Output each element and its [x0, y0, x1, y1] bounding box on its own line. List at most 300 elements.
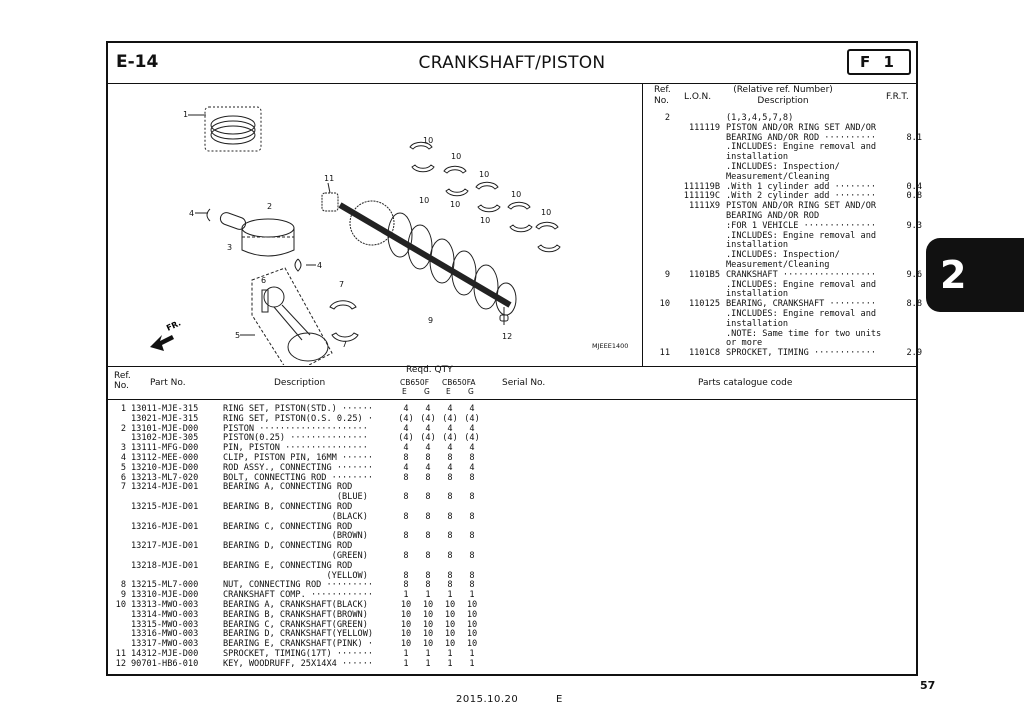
exploded-diagram: [110, 85, 640, 365]
timing-sprocket: [322, 183, 338, 211]
parts-cell-pn: 13215-ML7-000: [131, 580, 199, 591]
ref-cell-lon: 110125: [688, 299, 720, 310]
parts-table-body: [112, 405, 483, 670]
callout: 1: [183, 110, 189, 119]
ref-cell-frt: [894, 163, 922, 173]
parts-cell-qty: (4): [398, 433, 414, 444]
ref-cell-desc: Measurement/Cleaning: [726, 171, 830, 182]
ref-head-ref: Ref. No.: [654, 85, 671, 106]
ref-cell-desc: .With 1 cylinder add ········: [726, 181, 877, 192]
parts-cell-qty: 8: [469, 531, 475, 542]
parts-cell-qty: 10: [466, 619, 478, 630]
parts-cell-ref: 3: [120, 443, 126, 454]
ref-cell-lon: [670, 232, 726, 242]
ref-cell-desc: BEARING, CRANKSHAFT ·········: [726, 299, 877, 310]
parts-cell-ref: [112, 562, 126, 572]
ref-cell-lon: [670, 251, 726, 261]
parts-cell-qty: 1: [469, 658, 475, 669]
ref-cell-ref: [648, 212, 670, 222]
ref-cell-frt: [894, 310, 922, 320]
footer-edition: E: [556, 694, 563, 705]
ref-cell-ref: 10: [659, 299, 670, 310]
ref-cell-frt: [894, 114, 922, 124]
parts-cell-pn: 13216-MJE-D01: [131, 521, 199, 532]
ref-cell-ref: [648, 134, 670, 144]
diagram-image-code: MJEEE1400: [592, 342, 629, 350]
parts-cell-qty: 10: [422, 619, 434, 630]
parts-cell-qty: 4: [403, 443, 409, 454]
parts-cell-ref: 12: [115, 658, 126, 669]
callout: 10: [511, 190, 522, 199]
page-frame: [106, 41, 922, 676]
parts-head-catalogue: Parts catalogue code: [698, 378, 793, 388]
parts-cell-qty: 8: [425, 580, 431, 591]
ref-cell-desc: installation: [726, 318, 789, 329]
parts-cell-ref: [112, 493, 126, 503]
ref-cell-desc: (1,3,4,5,7,8): [726, 113, 794, 123]
parts-cell-qty: 1: [403, 590, 409, 601]
parts-cell-desc: (YELLOW): [223, 570, 368, 581]
ref-cell-lon: 1101B5: [688, 269, 720, 280]
ref-cell-lon: [670, 163, 726, 173]
parts-cell-ref: [112, 621, 126, 631]
parts-cell-pn: 13101-MJE-D00: [131, 423, 199, 434]
parts-cell-qty: 8: [469, 550, 475, 561]
parts-cell-ref: [112, 532, 126, 542]
ref-cell-frt: [894, 251, 922, 261]
parts-cell-qty: 10: [444, 639, 456, 650]
ref-cell-frt: [894, 281, 922, 291]
ref-cell-lon: [670, 281, 726, 291]
parts-cell-qty: 4: [403, 404, 409, 414]
parts-cell-desc: BOLT, CONNECTING ROD ········: [223, 472, 374, 483]
parts-cell-qty: 8: [469, 492, 475, 503]
parts-head-partno: Part No.: [150, 378, 186, 388]
parts-cell-pn: 13315-MWO-003: [131, 619, 199, 630]
ref-cell-desc: .INCLUDES: Engine removal and: [726, 142, 877, 153]
ref-cell-desc: .INCLUDES: Inspection/: [726, 250, 840, 261]
ref-cell-desc: .With 2 cylinder add ········: [726, 191, 877, 202]
parts-cell-pn: 13316-MWO-003: [131, 629, 199, 640]
parts-cell-qty: 4: [425, 462, 431, 473]
ref-cell-frt: 8.8: [906, 299, 922, 310]
header-divider: [108, 83, 916, 84]
parts-head-model1: CB650F: [400, 378, 430, 387]
parts-cell-ref: [112, 611, 126, 621]
crankshaft-bearings: [410, 142, 560, 252]
parts-cell-qty: 10: [422, 629, 434, 640]
parts-cell-qty: 1: [469, 648, 475, 659]
ref-cell-lon: [670, 241, 726, 251]
parts-cell-qty: 10: [400, 599, 412, 610]
ref-cell-ref: [648, 310, 670, 320]
ref-cell-ref: [648, 183, 670, 193]
ref-cell-desc: installation: [726, 289, 789, 300]
ref-cell-desc: installation: [726, 152, 789, 163]
parts-cell-qty: 10: [466, 629, 478, 640]
piston-ring-set: [188, 107, 261, 151]
parts-cell-desc: KEY, WOODRUFF, 25X14X4 ······: [223, 658, 374, 669]
parts-cell-qty: 8: [425, 452, 431, 463]
parts-cell-ref: [112, 523, 126, 533]
section-tab: 2: [926, 238, 1024, 312]
parts-cell-desc: CRANKSHAFT COMP. ············: [223, 590, 374, 601]
parts-cell-desc: (GREEN): [223, 550, 368, 561]
parts-cell-qty: 8: [469, 472, 475, 483]
parts-head-g2: G: [468, 387, 474, 396]
parts-cell-desc: CLIP, PISTON PIN, 16MM ······: [223, 452, 374, 463]
parts-cell-qty: 10: [400, 609, 412, 620]
parts-cell-qty: 4: [469, 462, 475, 473]
page-number: 57: [920, 679, 936, 692]
parts-head-serial: Serial No.: [502, 378, 546, 388]
ref-cell-ref: [648, 153, 670, 163]
parts-cell-qty: (4): [398, 413, 414, 424]
parts-cell-pn: 13214-MJE-D01: [131, 482, 199, 493]
parts-cell-qty: 8: [469, 580, 475, 591]
parts-cell-qty: 8: [447, 511, 453, 522]
ref-row: [648, 330, 922, 340]
ref-cell-lon: [670, 310, 726, 320]
parts-cell-qty: 8: [447, 570, 453, 581]
callout: 11: [324, 174, 335, 183]
parts-cell-qty: 8: [469, 452, 475, 463]
ref-head-frt: F.R.T.: [886, 92, 909, 102]
parts-cell-qty: (4): [420, 433, 436, 444]
ref-cell-lon: [670, 153, 726, 163]
parts-cell-qty: 4: [469, 404, 475, 414]
ref-cell-ref: [648, 163, 670, 173]
parts-cell-desc: ROD ASSY., CONNECTING ·······: [223, 462, 374, 473]
parts-cell-ref: [112, 503, 126, 513]
parts-cell-qty: 10: [400, 619, 412, 630]
ref-cell-frt: 9.6: [906, 269, 922, 280]
parts-cell-desc: BEARING A, CONNECTING ROD: [223, 482, 353, 493]
ref-cell-desc: .INCLUDES: Engine removal and: [726, 308, 877, 319]
parts-cell-qty: 8: [425, 570, 431, 581]
frame-badge: F 1: [847, 49, 911, 75]
parts-head-description: Description: [274, 378, 326, 388]
parts-cell-qty: 8: [425, 531, 431, 542]
parts-cell-pn: 13217-MJE-D01: [131, 541, 199, 552]
callout: 4: [317, 261, 323, 270]
parts-cell-qty: 8: [425, 511, 431, 522]
parts-cell-ref: 8: [120, 580, 126, 591]
parts-head-g1: G: [424, 387, 430, 396]
parts-cell-pn: 13313-MWO-003: [131, 599, 199, 610]
parts-cell-qty: 8: [447, 492, 453, 503]
parts-cell-pn: 13210-MJE-D00: [131, 462, 199, 473]
parts-cell-ref: [112, 513, 126, 523]
ref-cell-frt: [894, 202, 922, 212]
parts-cell-ref: 11: [115, 648, 126, 659]
ref-cell-ref: [648, 330, 670, 340]
parts-cell-qty: 10: [422, 599, 434, 610]
parts-cell-desc: PIN, PISTON ················: [223, 443, 368, 454]
parts-cell-desc: BEARING E, CONNECTING ROD: [223, 560, 353, 571]
connecting-rod-assembly: [240, 268, 332, 365]
parts-cell-qty: 10: [444, 629, 456, 640]
parts-head-e2: E: [446, 387, 451, 396]
piston-pin-clip: [295, 259, 301, 271]
parts-cell-pn: 14312-MJE-D00: [131, 648, 199, 659]
parts-cell-qty: (4): [442, 433, 458, 444]
parts-cell-qty: 10: [466, 599, 478, 610]
ref-cell-ref: [648, 241, 670, 251]
parts-cell-qty: 4: [447, 423, 453, 434]
parts-cell-qty: 8: [469, 511, 475, 522]
parts-cell-pn: 13317-MWO-003: [131, 639, 199, 650]
ref-head-lon: L.O.N.: [684, 92, 712, 102]
ref-cell-ref: [648, 281, 670, 291]
parts-cell-pn: 13218-MJE-D01: [131, 560, 199, 571]
parts-cell-qty: 8: [403, 531, 409, 542]
ref-cell-lon: [670, 134, 726, 144]
callout: 10: [479, 170, 490, 179]
parts-cell-desc: BEARING B, CRANKSHAFT(BROWN): [223, 609, 368, 620]
parts-cell-pn: 13314-MWO-003: [131, 609, 199, 620]
parts-cell-ref: 4: [120, 452, 126, 463]
parts-cell-qty: 4: [425, 423, 431, 434]
callout: 10: [423, 136, 434, 145]
parts-cell-ref: 10: [115, 599, 126, 610]
parts-cell-qty: 4: [447, 443, 453, 454]
ref-cell-desc: PISTON AND/OR RING SET AND/OR: [726, 201, 877, 212]
parts-cell-qty: 4: [425, 443, 431, 454]
callout: 10: [541, 208, 552, 217]
ref-cell-desc: or more: [726, 338, 763, 349]
parts-cell-qty: 8: [447, 580, 453, 591]
ref-cell-lon: 111119B: [683, 181, 720, 192]
ref-cell-desc: CRANKSHAFT ··················: [726, 269, 877, 280]
parts-cell-qty: 10: [466, 639, 478, 650]
ref-row: [648, 349, 922, 359]
table-divider: [108, 366, 916, 367]
ref-cell-lon: [670, 143, 726, 153]
ref-cell-frt: 2.9: [906, 348, 922, 359]
parts-cell-desc: (BROWN): [223, 531, 368, 542]
callout: 4: [189, 209, 195, 218]
parts-cell-pn: 13310-MJE-D00: [131, 590, 199, 601]
parts-cell-qty: (4): [464, 433, 480, 444]
ref-cell-ref: [648, 202, 670, 212]
parts-head-qty: Reqd. QTY: [406, 365, 453, 375]
callout: 10: [419, 196, 430, 205]
parts-cell-pn: 13111-MFG-D00: [131, 443, 199, 454]
parts-cell-qty: 8: [447, 452, 453, 463]
parts-cell-qty: 4: [469, 443, 475, 454]
callout: 12: [502, 332, 513, 341]
parts-head-divider: [108, 399, 916, 400]
parts-cell-qty: 4: [403, 423, 409, 434]
ref-cell-desc: .INCLUDES: Engine removal and: [726, 230, 877, 241]
ref-cell-frt: 9.3: [906, 220, 922, 231]
callout: 10: [450, 200, 461, 209]
diagram-divider: [642, 83, 643, 366]
ref-cell-lon: 1101C8: [688, 348, 720, 359]
parts-cell-qty: 1: [403, 648, 409, 659]
callout: 10: [451, 152, 462, 161]
parts-cell-qty: (4): [420, 413, 436, 424]
parts-cell-qty: 1: [447, 648, 453, 659]
parts-cell-qty: 10: [422, 639, 434, 650]
ref-cell-desc: .NOTE: Same time for two units: [726, 328, 882, 339]
parts-cell-desc: (BLUE): [223, 492, 368, 503]
page-title: CRANKSHAFT/PISTON: [418, 53, 606, 73]
parts-cell-qty: 10: [444, 619, 456, 630]
parts-head-model2: CB650FA: [442, 378, 476, 387]
parts-cell-desc: SPROCKET, TIMING(17T) ·······: [223, 648, 374, 659]
parts-cell-qty: 8: [469, 570, 475, 581]
parts-cell-qty: 8: [403, 580, 409, 591]
callout: 3: [227, 243, 233, 252]
parts-cell-ref: [112, 542, 126, 552]
parts-cell-desc: RING SET, PISTON(O.S. 0.25) ·: [223, 413, 374, 424]
ref-cell-frt: [894, 143, 922, 153]
piston-pin: [195, 209, 247, 231]
ref-cell-frt: [894, 153, 922, 163]
ref-cell-lon: 111119C: [683, 191, 720, 202]
ref-cell-frt: [894, 320, 922, 330]
ref-cell-ref: [648, 143, 670, 153]
parts-cell-desc: BEARING E, CRANKSHAFT(PINK) ·: [223, 639, 374, 650]
ref-table-body: [648, 114, 922, 359]
callout: 6: [261, 276, 267, 285]
ref-cell-lon: 1111X9: [688, 201, 720, 212]
front-arrow-icon: [150, 318, 182, 351]
footer-date: 2015.10.20: [456, 694, 519, 705]
parts-cell-qty: 1: [425, 590, 431, 601]
ref-cell-ref: [648, 232, 670, 242]
piston: [242, 219, 294, 256]
ref-head-desc: (Relative ref. Number) Description: [733, 85, 833, 106]
ref-cell-frt: 8.1: [906, 132, 922, 143]
parts-cell-desc: BEARING B, CONNECTING ROD: [223, 501, 353, 512]
parts-cell-ref: 6: [120, 472, 126, 483]
parts-cell-qty: 8: [403, 511, 409, 522]
parts-cell-qty: 8: [447, 531, 453, 542]
parts-cell-qty: 8: [425, 550, 431, 561]
parts-cell-desc: NUT, CONNECTING ROD ·········: [223, 580, 374, 591]
parts-cell-desc: BEARING D, CRANKSHAFT(YELLOW): [223, 629, 374, 640]
ref-cell-lon: [670, 320, 726, 330]
ref-cell-frt: [894, 232, 922, 242]
callout: 10: [480, 216, 491, 225]
ref-cell-ref: [648, 222, 670, 232]
parts-cell-qty: 1: [403, 658, 409, 669]
parts-cell-qty: 8: [403, 452, 409, 463]
section-code: E-14: [116, 52, 159, 72]
parts-cell-qty: 8: [403, 492, 409, 503]
parts-cell-qty: 8: [403, 550, 409, 561]
parts-cell-qty: 10: [422, 609, 434, 620]
callout: 5: [235, 331, 241, 340]
parts-cell-qty: 1: [425, 648, 431, 659]
parts-cell-qty: 10: [400, 629, 412, 640]
parts-cell-qty: 8: [447, 472, 453, 483]
parts-cell-desc: (BLACK): [223, 511, 368, 522]
ref-cell-desc: :FOR 1 VEHICLE ··············: [726, 220, 877, 231]
parts-cell-qty: 4: [469, 423, 475, 434]
parts-cell-qty: 4: [403, 462, 409, 473]
callout-labels: [183, 110, 551, 365]
parts-row: [112, 660, 483, 670]
parts-cell-qty: 8: [447, 550, 453, 561]
ref-cell-ref: [648, 320, 670, 330]
parts-cell-qty: 8: [403, 472, 409, 483]
ref-cell-frt: [894, 330, 922, 340]
ref-cell-desc: BEARING AND/OR ROD: [726, 210, 820, 221]
ref-cell-lon: [670, 222, 726, 232]
parts-cell-qty: 4: [447, 404, 453, 414]
ref-cell-desc: .INCLUDES: Inspection/: [726, 161, 840, 172]
parts-cell-qty: 10: [400, 639, 412, 650]
ref-cell-frt: 0.8: [906, 191, 922, 202]
parts-cell-ref: 5: [120, 462, 126, 473]
ref-cell-desc: BEARING AND/OR ROD ··········: [726, 132, 877, 143]
parts-cell-desc: RING SET, PISTON(STD.) ······: [223, 404, 374, 414]
parts-cell-ref: 1: [120, 404, 126, 414]
parts-cell-qty: 1: [425, 658, 431, 669]
callout: 9: [428, 316, 434, 325]
parts-cell-pn: 13011-MJE-315: [131, 404, 199, 414]
parts-cell-qty: 8: [403, 570, 409, 581]
parts-cell-qty: (4): [442, 413, 458, 424]
parts-cell-qty: 10: [466, 609, 478, 620]
parts-cell-ref: [112, 630, 126, 640]
parts-cell-ref: 2: [120, 423, 126, 434]
parts-cell-qty: 1: [447, 590, 453, 601]
parts-cell-pn: 90701-HB6-010: [131, 658, 199, 669]
parts-cell-qty: (4): [464, 413, 480, 424]
parts-cell-pn: 13215-MJE-D01: [131, 501, 199, 512]
parts-cell-pn: 13021-MJE-315: [131, 413, 199, 424]
ref-cell-lon: [670, 212, 726, 222]
parts-cell-qty: 8: [425, 492, 431, 503]
callout: 7: [339, 280, 345, 289]
parts-head-ref: Ref. No.: [114, 371, 131, 391]
parts-cell-qty: 4: [447, 462, 453, 473]
conrod-bearing-shells: [330, 301, 358, 342]
parts-cell-desc: PISTON ·····················: [223, 423, 368, 434]
parts-cell-qty: 4: [425, 404, 431, 414]
ref-cell-frt: 0.4: [906, 181, 922, 192]
parts-cell-desc: PISTON(0.25) ···············: [223, 433, 368, 444]
parts-cell-ref: 9: [120, 590, 126, 601]
parts-cell-desc: BEARING C, CRANKSHAFT(GREEN): [223, 619, 368, 630]
callout: 7: [342, 340, 348, 349]
ref-cell-lon: [670, 330, 726, 340]
front-arrow-label: FR.: [165, 318, 183, 333]
parts-cell-qty: 10: [444, 599, 456, 610]
ref-cell-ref: [648, 251, 670, 261]
parts-cell-desc: BEARING D, CONNECTING ROD: [223, 541, 353, 552]
ref-cell-desc: .INCLUDES: Engine removal and: [726, 279, 877, 290]
ref-cell-ref: [648, 124, 670, 134]
parts-cell-desc: BEARING A, CRANKSHAFT(BLACK): [223, 599, 368, 610]
ref-cell-desc: installation: [726, 240, 789, 251]
parts-cell-ref: [112, 552, 126, 562]
parts-cell-pn: 13102-MJE-305: [131, 433, 199, 444]
ref-cell-ref: 2: [664, 113, 670, 123]
ref-cell-desc: SPROCKET, TIMING ············: [726, 348, 877, 359]
parts-cell-desc: BEARING C, CONNECTING ROD: [223, 521, 353, 532]
ref-cell-desc: PISTON AND/OR RING SET AND/OR: [726, 122, 877, 133]
ref-cell-ref: 9: [664, 269, 670, 280]
parts-cell-ref: 7: [120, 482, 126, 493]
callout: 2: [267, 202, 273, 211]
parts-cell-qty: 10: [444, 609, 456, 620]
